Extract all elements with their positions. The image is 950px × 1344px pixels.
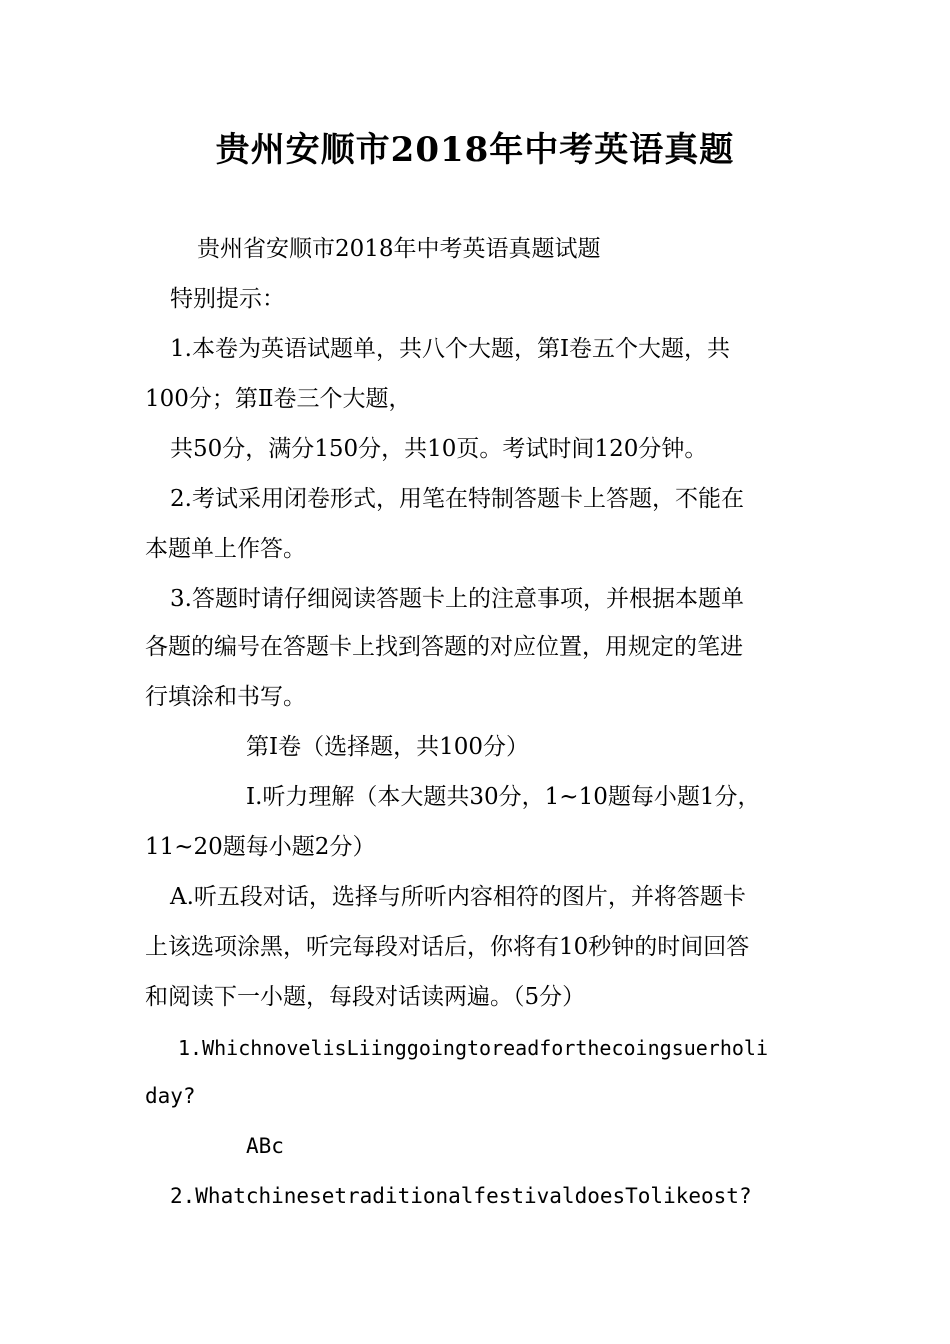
question-1-line-1: 1.WhichnovelisLiinggoingtoreadforthecoingsuerholi <box>178 1036 769 1060</box>
question-1-options: ABc <box>246 1134 284 1158</box>
question-1-line-2: day? <box>145 1084 196 1108</box>
note-1-line-3: 共50分，满分150分，共10页。考试时间120分钟。 <box>170 436 708 462</box>
volume-1-heading: 第Ⅰ卷（选择题，共100分） <box>246 734 529 760</box>
note-1-line-2: 100分；第Ⅱ卷三个大题， <box>145 386 412 412</box>
part-a-line-3: 和阅读下一小题，每段对话读两遍。（5分） <box>145 984 586 1010</box>
question-2: 2.WhatchinesetraditionalfestivaldoesTolikeost? <box>170 1184 752 1208</box>
note-2-line-1: 2.考试采用闭卷形式，用笔在特制答题卡上答题，不能在 <box>170 486 744 512</box>
part-a-line-2: 上该选项涂黑，听完每段对话后，你将有10秒钟的时间回答 <box>145 934 750 960</box>
note-1-line-1: 1.本卷为英语试题单，共八个大题，第Ⅰ卷五个大题，共 <box>170 336 731 362</box>
note-3-line-1: 3.答题时请仔细阅读答题卡上的注意事项，并根据本题单 <box>170 586 744 612</box>
note-3-line-2: 各题的编号在答题卡上找到答题的对应位置，用规定的笔进 <box>145 634 743 660</box>
notice-heading: 特别提示： <box>170 286 285 312</box>
section-1-heading-line-1: Ⅰ.听力理解（本大题共30分，1~10题每小题1分， <box>246 784 761 810</box>
note-2-line-2: 本题单上作答。 <box>145 536 306 562</box>
part-a-line-1: A.听五段对话，选择与所听内容相符的图片，并将答题卡 <box>170 884 746 910</box>
section-1-heading-line-2: 11~20题每小题2分） <box>145 834 376 860</box>
exam-subtitle: 贵州省安顺市2018年中考英语真题试题 <box>197 236 601 262</box>
document-title: 贵州安顺市2018年中考英语真题 <box>215 130 735 170</box>
note-3-line-3: 行填涂和书写。 <box>145 684 306 710</box>
